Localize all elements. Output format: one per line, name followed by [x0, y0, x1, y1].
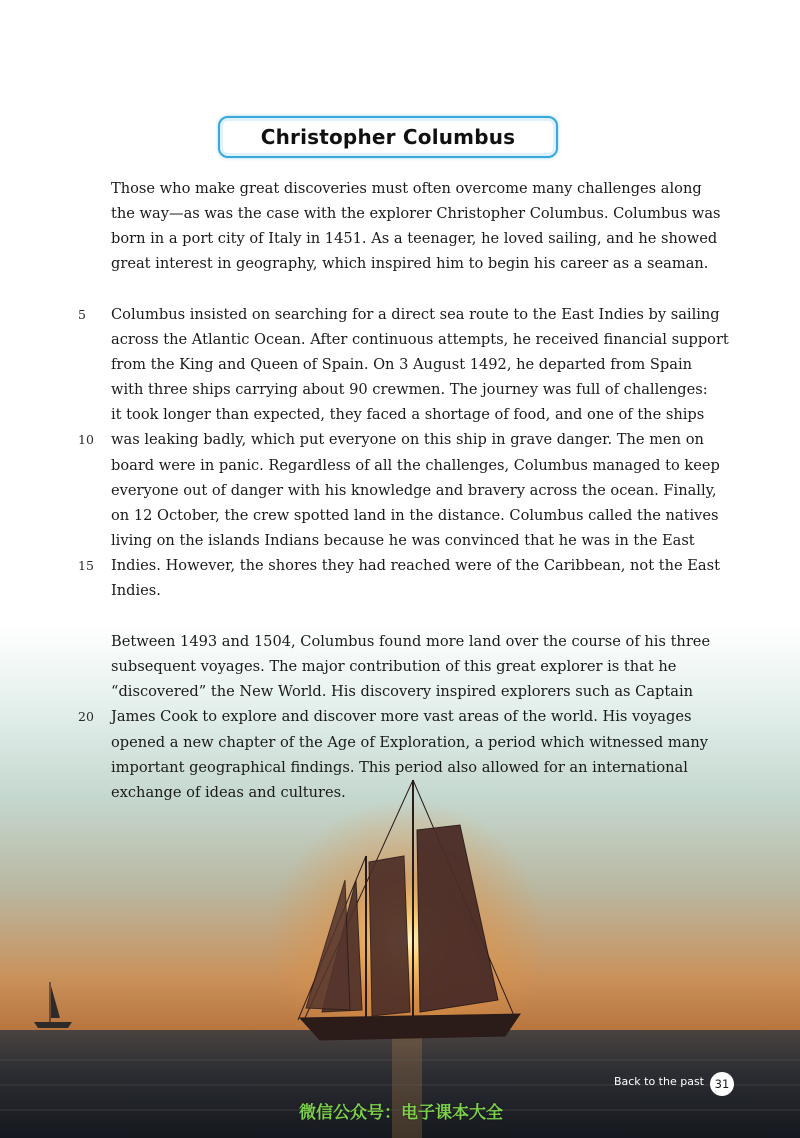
text-line: living on the islands Indians because he was convinced that he was in the East [111, 532, 695, 549]
text-line: Indies. [111, 582, 161, 599]
title-box [218, 116, 558, 158]
text-line: great interest in geography, which inspired him to begin his career as a seaman. [111, 255, 709, 272]
text-line: subsequent voyages. The major contribution of this great explorer is that he [111, 658, 677, 675]
text-line: Between 1493 and 1504, Columbus found more land over the course of his three [111, 633, 711, 650]
text-line: from the King and Queen of Spain. On 3 August 1492, he departed from Spain [111, 356, 693, 373]
text-line: on 12 October, the crew spotted land in the distance. Columbus called the natives [111, 507, 719, 524]
text-line: everyone out of danger with his knowledge and bravery across the ocean. Finally, [111, 482, 717, 499]
text-line: the way—as was the case with the explorer Christopher Columbus. Columbus was [111, 205, 721, 222]
page-number: 31 [710, 1072, 734, 1096]
line-number: 10 [78, 432, 94, 447]
page-title: Christopher Columbus [260, 125, 516, 149]
line-number: 20 [78, 709, 94, 724]
text-line: important geographical findings. This period also allowed for an international [111, 759, 688, 776]
text-line: was leaking badly, which put everyone on this ship in grave danger. The men on [111, 431, 704, 448]
text-line: across the Atlantic Ocean. After continuous attempts, he received financial support [111, 331, 729, 348]
section-label: Back to the past [613, 1075, 704, 1088]
text-line: Indies. However, the shores they had reached were of the Caribbean, not the East [111, 557, 720, 574]
text-line: it took longer than expected, they faced a shortage of food, and one of the ships [111, 406, 705, 423]
text-line: board were in panic. Regardless of all the challenges, Columbus managed to keep [111, 457, 720, 474]
text-line: exchange of ideas and cultures. [111, 784, 346, 801]
watermark: 微信公众号：电子课本大全 [299, 1103, 503, 1123]
text-line: with three ships carrying about 90 crewmen. The journey was full of challenges: [111, 381, 708, 398]
text-line: opened a new chapter of the Age of Exploration, a period which witnessed many [111, 734, 709, 751]
text-line: James Cook to explore and discover more vast areas of the world. His voyages [111, 708, 692, 725]
text-line: Those who make great discoveries must often overcome many challenges along [111, 180, 702, 197]
line-number: 5 [78, 307, 86, 322]
text-line: “discovered” the New World. His discovery inspired explorers such as Captain [111, 683, 694, 700]
text-line: born in a port city of Italy in 1451. As a teenager, he loved sailing, and he showed [111, 230, 718, 247]
text-line: Columbus insisted on searching for a direct sea route to the East Indies by sailing [111, 306, 720, 323]
line-number: 15 [78, 558, 94, 573]
